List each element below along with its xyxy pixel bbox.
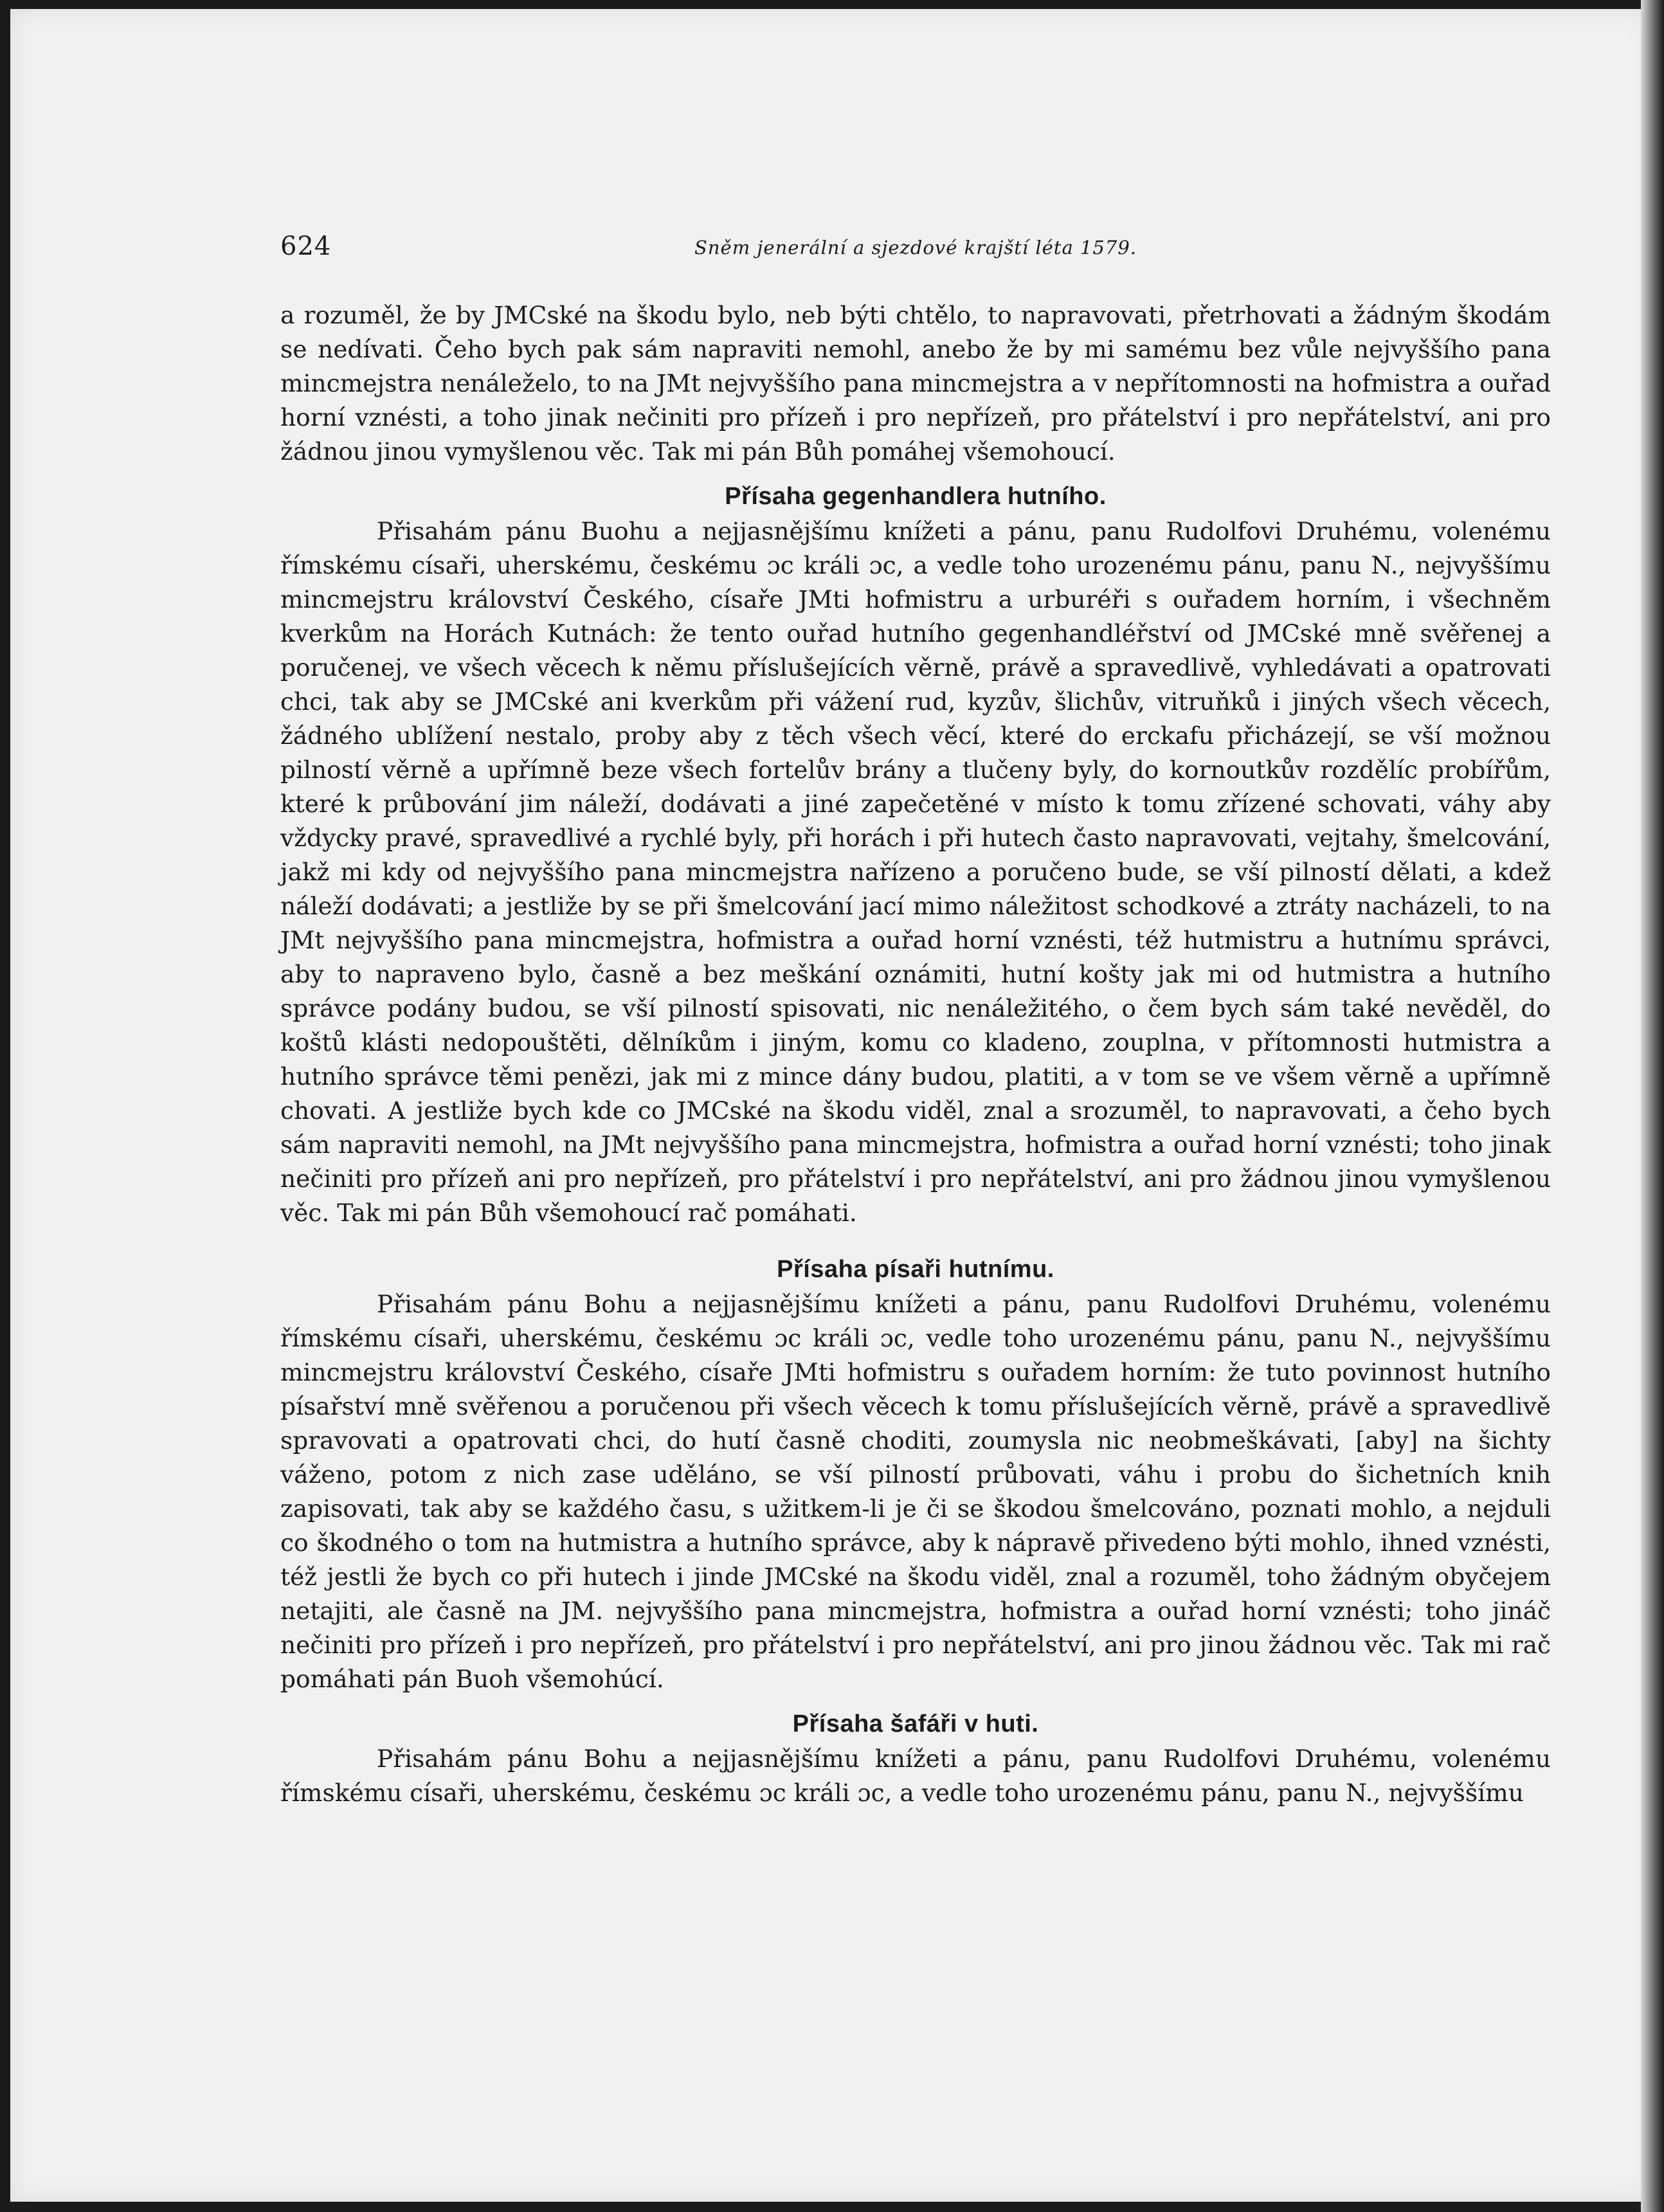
document-page (280, 231, 1551, 1810)
oath-safar-text: Přisahám pánu Bohu a nejjasnějšímu knížeti a pánu, panu Rudolfovi Druhému, volenému římskému císaři, uherskému, českému ɔc králi ɔc, a vedle toho urozenému pánu, panu N., nejvyššímu (280, 1745, 1551, 1807)
page-number: 624 (280, 231, 332, 261)
running-title: Sněm jenerální a sjezdové krajští léta 1579. (694, 237, 1137, 258)
running-head (280, 231, 1551, 270)
oath-pisar-text: Přisahám pánu Bohu a nejjasnějšímu knížeti a pánu, panu Rudolfovi Druhému, volenému římskému císaři, uherskému, českému ɔc králi ɔc, vedle toho urozenému pánu, panu N., nejvyššímu mincmejstru království Českého, císaře JMti hofmistru s ouřadem horním: že tuto povinnost hutního písařství mně svěřenou a poručenou při všech věcech k tomu příslušejících věrně, právě a spravedlivě spravovati a opatrovati chci, do hutí časně choditi, zoumysla nic neobmeškávati, [aby] na šichty váženo, potom z nich zase uděláno, se vší pilností průbovati, váhu i probu do šichetních knih zapisovati, tak aby se každého času, s užitkem-li je či se škodou šmelcováno, poznati mohlo, a nejduli co škodného o tom na hutmistra a hutního správce, aby k nápravě přivedeno býti mohlo, ihned vznésti, též jestli že bych co při hutech i jinde JMCské na škodu viděl, znal a rozuměl, toho žádným obyčejem netajiti, ale časně na JM. nejvyššího pana mincmejstra, hofmistra a ouřad horní vznésti; toho jináč nečiniti pro přízeň i pro nepřízeň, pro přátelství i pro nepřátelství, ani pro jinou žádnou věc. Tak mi rač pomáhati pán Buoh všemohúcí. (280, 1290, 1551, 1693)
section-heading-gegenhandler: Přísaha gegenhandlera hutního. (725, 483, 1107, 510)
section-heading-pisar: Přísaha písaři hutnímu. (777, 1256, 1054, 1283)
continued-paragraph: a rozuměl, že by JMCské na škodu bylo, neb býti chtělo, to napravovati, přetrhovati a žádným škodám se nedívati. Čeho bych pak sám napraviti nemohl, anebo že by mi samému bez vůle nejvyššího pana mincmejstra nenáleželo, to na JMt nejvyššího pana mincmejstra a v nepřítomnosti na hofmistra a ouřad horní vznésti, a toho jinak nečiniti pro přízeň i pro nepřízeň, pro přátelství i pro nepřátelství, ani pro žádnou jinou vymyšlenou věc. Tak mi pán Bůh pomáhej všemohoucí. (280, 301, 1551, 466)
oath-gegenhandler-text: Přisahám pánu Buohu a nejjasnějšímu knížeti a pánu, panu Rudolfovi Druhému, volenému římskému císaři, uherskému, českému ɔc králi ɔc, a vedle toho urozenému pánu, panu N., nejvyššímu mincmejstru království Českého, císaře JMti hofmistru a urburéři s ouřadem horním, i všechněm kverkům na Horách Kutnách: že tento ouřad hutního gegenhandléřství od JMCské mně svěřenej a poručenej, ve všech věcech k němu příslušejících věrně, právě a spravedlivě, vyhledávati a opatrovati chci, tak aby se JMCské ani kverkům při vážení rud, kyzův, šlichův, vitruňků i jiných všech věcech, žádného ublížení nestalo, proby aby z těch všech věcí, které do erckafu přicházejí, se vší možnou pilností věrně a upřímně beze všech fortelův brány a tlučeny byly, do kornoutkův rozdělíc probířům, které k průbování jim náleží, dodávati a jiné zapečetěné v místo k tomu zřízené schovati, váhy aby vždycky pravé, spravedlivé a rychlé byly, při horách i při hutech často napravovati, vejtahy, šmelcování, jakž mi kdy od nejvyššího pana mincmejstra nařízeno a poručeno bude, se vší pilností dělati, a kdež náleží dodávati; a jestliže by se při šmelcování jací mimo náležitost schodkové a ztráty nacházeli, to na JMt nejvyššího pana mincmejstra, hofmistra a ouřad horní vznésti, též hutmistru a hutnímu správci, aby to napraveno bylo, časně a bez meškání oznámiti, hutní košty jak mi od hutmistra a hutního správce podány budou, se vší pilností spisovati, nic nenáležitého, o čem bych sám také nevěděl, do koštů klásti nedopouštěti, dělníkům i jiným, komu co kladeno, zouplna, v přítomnosti hutmistra a hutního správce těmi penězi, jak mi z mince dány budou, platiti, a v tom se ve všem věrně a upřímně chovati. A jestliže bych kde co JMCské na škodu viděl, znal a srozuměl, to napravovati, a čeho bych sám napraviti nemohl, na JMt nejvyššího pana mincmejstra, hofmistra a ouřad horní vznésti; toho jinak nečiniti pro přízeň ani pro nepřízeň, pro přátelství i pro nepřátelství, ani pro žádnou jinou vymyšlenou věc. Tak mi pán Bůh všemohoucí rač pomáhati. (280, 517, 1551, 1227)
scan-edge (1641, 0, 1664, 2212)
section-heading-safar: Přísaha šafáři v huti. (792, 1710, 1039, 1737)
